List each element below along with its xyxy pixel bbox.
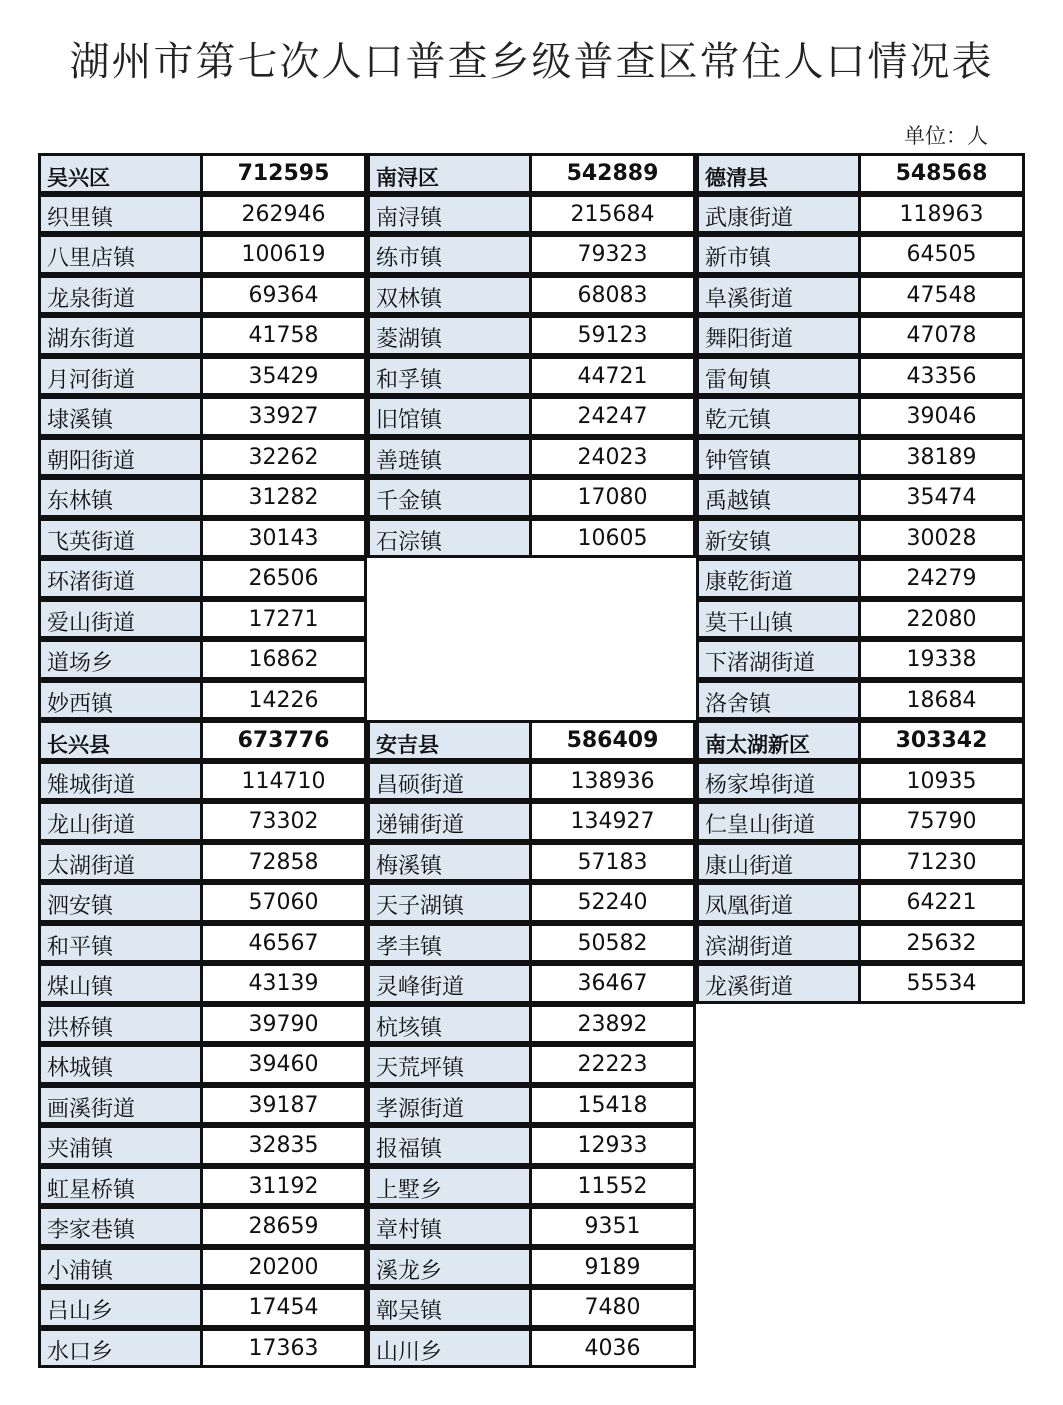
township-name: 太湖街道 [38, 842, 203, 883]
township-population: 17080 [529, 477, 696, 518]
township-name: 洛舍镇 [696, 680, 861, 721]
township-name: 莫干山镇 [696, 599, 861, 640]
township-population: 44721 [529, 356, 696, 397]
table-row [696, 234, 1025, 275]
table-row [696, 882, 1025, 923]
township-population: 39790 [200, 1004, 367, 1045]
table-row [367, 1166, 696, 1207]
township-population: 73302 [200, 801, 367, 842]
township-name: 千金镇 [367, 477, 532, 518]
district-total: 542889 [529, 153, 696, 194]
township-population: 47548 [858, 275, 1025, 316]
district-name: 南浔区 [367, 153, 532, 194]
table-row [38, 437, 367, 478]
township-population: 15418 [529, 1085, 696, 1126]
table-row [696, 639, 1025, 680]
township-name: 灵峰街道 [367, 963, 532, 1004]
table-row [38, 275, 367, 316]
township-name: 龙泉街道 [38, 275, 203, 316]
township-name: 阜溪街道 [696, 275, 861, 316]
table-row [38, 761, 367, 802]
township-population: 215684 [529, 194, 696, 235]
district-name: 南太湖新区 [696, 720, 861, 761]
township-population: 118963 [858, 194, 1025, 235]
district-header-row [38, 153, 367, 194]
township-name: 梅溪镇 [367, 842, 532, 883]
table-row [367, 315, 696, 356]
table-row [696, 923, 1025, 964]
township-name: 新安镇 [696, 518, 861, 559]
district-header-row [367, 720, 696, 761]
township-population: 10935 [858, 761, 1025, 802]
township-name: 溪龙乡 [367, 1247, 532, 1288]
township-population: 100619 [200, 234, 367, 275]
township-population: 26506 [200, 558, 367, 599]
township-population: 64221 [858, 882, 1025, 923]
table-row [367, 275, 696, 316]
table-row [367, 1044, 696, 1085]
table-row [367, 1206, 696, 1247]
township-name: 小浦镇 [38, 1247, 203, 1288]
table-row [367, 842, 696, 883]
township-population: 12933 [529, 1125, 696, 1166]
unit-label: 单位：人 [904, 124, 988, 148]
table-row [367, 882, 696, 923]
township-name: 朝阳街道 [38, 437, 203, 478]
township-population: 39460 [200, 1044, 367, 1085]
township-population: 31282 [200, 477, 367, 518]
township-name: 织里镇 [38, 194, 203, 235]
table-row [38, 680, 367, 721]
township-name: 龙溪街道 [696, 963, 861, 1004]
table-row [38, 558, 367, 599]
township-name: 孝源街道 [367, 1085, 532, 1126]
township-name: 夹浦镇 [38, 1125, 203, 1166]
table-row [38, 234, 367, 275]
township-population: 39187 [200, 1085, 367, 1126]
table-row [367, 801, 696, 842]
table-row [38, 882, 367, 923]
township-population: 18684 [858, 680, 1025, 721]
table-row [696, 315, 1025, 356]
township-name: 禹越镇 [696, 477, 861, 518]
township-population: 35429 [200, 356, 367, 397]
table-row [696, 680, 1025, 721]
township-population: 114710 [200, 761, 367, 802]
township-population: 30028 [858, 518, 1025, 559]
table-row [696, 194, 1025, 235]
township-population: 41758 [200, 315, 367, 356]
table-row [367, 1287, 696, 1328]
table-row [367, 1328, 696, 1369]
district-total: 303342 [858, 720, 1025, 761]
township-population: 7480 [529, 1287, 696, 1328]
table-row [367, 1247, 696, 1288]
township-name: 画溪街道 [38, 1085, 203, 1126]
township-population: 79323 [529, 234, 696, 275]
township-name: 南浔镇 [367, 194, 532, 235]
township-population: 39046 [858, 396, 1025, 437]
township-name: 道场乡 [38, 639, 203, 680]
township-name: 杨家埠街道 [696, 761, 861, 802]
township-name: 康乾街道 [696, 558, 861, 599]
table-row [38, 923, 367, 964]
table-row [38, 194, 367, 235]
township-name: 飞英街道 [38, 518, 203, 559]
township-name: 舞阳街道 [696, 315, 861, 356]
township-population: 16862 [200, 639, 367, 680]
township-population: 52240 [529, 882, 696, 923]
township-population: 262946 [200, 194, 367, 235]
township-population: 17363 [200, 1328, 367, 1369]
township-name: 天荒坪镇 [367, 1044, 532, 1085]
township-name: 下渚湖街道 [696, 639, 861, 680]
table-row [38, 518, 367, 559]
township-name: 虹星桥镇 [38, 1166, 203, 1207]
township-name: 林城镇 [38, 1044, 203, 1085]
table-row [696, 437, 1025, 478]
table-row [696, 356, 1025, 397]
table-row [38, 356, 367, 397]
table-row [696, 801, 1025, 842]
township-population: 9189 [529, 1247, 696, 1288]
table-row [696, 963, 1025, 1004]
table-row [38, 1125, 367, 1166]
township-name: 善琏镇 [367, 437, 532, 478]
township-population: 75790 [858, 801, 1025, 842]
township-name: 天子湖镇 [367, 882, 532, 923]
table-row [696, 599, 1025, 640]
township-name: 武康街道 [696, 194, 861, 235]
population-table [38, 153, 1027, 1367]
township-name: 李家巷镇 [38, 1206, 203, 1247]
table-row [38, 1287, 367, 1328]
township-name: 爱山街道 [38, 599, 203, 640]
township-population: 71230 [858, 842, 1025, 883]
table-row [38, 1206, 367, 1247]
township-name: 东林镇 [38, 477, 203, 518]
district-total: 712595 [200, 153, 367, 194]
table-row [367, 477, 696, 518]
township-name: 泗安镇 [38, 882, 203, 923]
table-row [38, 1166, 367, 1207]
township-name: 雷甸镇 [696, 356, 861, 397]
township-population: 20200 [200, 1247, 367, 1288]
district-name: 吴兴区 [38, 153, 203, 194]
township-name: 仁皇山街道 [696, 801, 861, 842]
township-population: 4036 [529, 1328, 696, 1369]
township-population: 33927 [200, 396, 367, 437]
township-name: 和孚镇 [367, 356, 532, 397]
township-population: 55534 [858, 963, 1025, 1004]
township-population: 47078 [858, 315, 1025, 356]
table-row [367, 518, 696, 559]
township-name: 杭垓镇 [367, 1004, 532, 1045]
township-name: 新市镇 [696, 234, 861, 275]
township-population: 64505 [858, 234, 1025, 275]
page-title: 湖州市第七次人口普查乡级普查区常住人口情况表 [69, 39, 994, 85]
table-row [367, 1085, 696, 1126]
district-total: 586409 [529, 720, 696, 761]
township-population: 25632 [858, 923, 1025, 964]
township-name: 湖东街道 [38, 315, 203, 356]
table-row [38, 1044, 367, 1085]
table-row [38, 1004, 367, 1045]
township-population: 10605 [529, 518, 696, 559]
township-name: 章村镇 [367, 1206, 532, 1247]
table-row [38, 315, 367, 356]
table-row [696, 761, 1025, 802]
township-name: 孝丰镇 [367, 923, 532, 964]
township-name: 报福镇 [367, 1125, 532, 1166]
district-header-row [367, 153, 696, 194]
district-total: 673776 [200, 720, 367, 761]
township-population: 36467 [529, 963, 696, 1004]
township-population: 11552 [529, 1166, 696, 1207]
township-population: 17454 [200, 1287, 367, 1328]
township-population: 57060 [200, 882, 367, 923]
township-population: 69364 [200, 275, 367, 316]
township-name: 吕山乡 [38, 1287, 203, 1328]
table-row [696, 477, 1025, 518]
township-population: 22223 [529, 1044, 696, 1085]
township-name: 埭溪镇 [38, 396, 203, 437]
township-population: 59123 [529, 315, 696, 356]
table-row [38, 639, 367, 680]
table-row [696, 558, 1025, 599]
township-population: 57183 [529, 842, 696, 883]
township-population: 138936 [529, 761, 696, 802]
township-name: 环渚街道 [38, 558, 203, 599]
district-name: 安吉县 [367, 720, 532, 761]
table-row [367, 761, 696, 802]
township-population: 23892 [529, 1004, 696, 1045]
table-row [38, 801, 367, 842]
district-name: 长兴县 [38, 720, 203, 761]
township-population: 24279 [858, 558, 1025, 599]
district-header-row [696, 720, 1025, 761]
township-name: 妙西镇 [38, 680, 203, 721]
township-name: 递铺街道 [367, 801, 532, 842]
township-name: 菱湖镇 [367, 315, 532, 356]
township-population: 32835 [200, 1125, 367, 1166]
township-name: 康山街道 [696, 842, 861, 883]
township-name: 洪桥镇 [38, 1004, 203, 1045]
township-population: 22080 [858, 599, 1025, 640]
township-population: 50582 [529, 923, 696, 964]
table-row [38, 963, 367, 1004]
township-name: 和平镇 [38, 923, 203, 964]
township-name: 钟管镇 [696, 437, 861, 478]
township-population: 43139 [200, 963, 367, 1004]
table-row [38, 477, 367, 518]
district-name: 德清县 [696, 153, 861, 194]
township-name: 石淙镇 [367, 518, 532, 559]
table-row [367, 1125, 696, 1166]
table-row [38, 1085, 367, 1126]
table-row [38, 842, 367, 883]
table-row [367, 356, 696, 397]
township-population: 19338 [858, 639, 1025, 680]
table-row [367, 1004, 696, 1045]
township-population: 32262 [200, 437, 367, 478]
township-population: 38189 [858, 437, 1025, 478]
table-row [367, 396, 696, 437]
township-population: 14226 [200, 680, 367, 721]
township-name: 凤凰街道 [696, 882, 861, 923]
table-row [696, 842, 1025, 883]
township-name: 煤山镇 [38, 963, 203, 1004]
township-population: 31192 [200, 1166, 367, 1207]
township-population: 28659 [200, 1206, 367, 1247]
township-name: 八里店镇 [38, 234, 203, 275]
township-population: 24247 [529, 396, 696, 437]
township-population: 46567 [200, 923, 367, 964]
table-row [367, 194, 696, 235]
township-population: 43356 [858, 356, 1025, 397]
township-name: 双林镇 [367, 275, 532, 316]
township-population: 17271 [200, 599, 367, 640]
township-population: 68083 [529, 275, 696, 316]
township-population: 30143 [200, 518, 367, 559]
district-total: 548568 [858, 153, 1025, 194]
township-name: 练市镇 [367, 234, 532, 275]
table-row [367, 923, 696, 964]
table-row [696, 518, 1025, 559]
township-population: 35474 [858, 477, 1025, 518]
township-name: 月河街道 [38, 356, 203, 397]
township-population: 24023 [529, 437, 696, 478]
township-population: 72858 [200, 842, 367, 883]
township-name: 滨湖街道 [696, 923, 861, 964]
township-name: 龙山街道 [38, 801, 203, 842]
township-population: 134927 [529, 801, 696, 842]
table-row [38, 1328, 367, 1369]
district-header-row [38, 720, 367, 761]
township-name: 鄣吴镇 [367, 1287, 532, 1328]
table-row [367, 963, 696, 1004]
township-name: 水口乡 [38, 1328, 203, 1369]
table-row [696, 275, 1025, 316]
district-header-row [696, 153, 1025, 194]
township-population: 9351 [529, 1206, 696, 1247]
township-name: 上墅乡 [367, 1166, 532, 1207]
township-name: 昌硕街道 [367, 761, 532, 802]
table-row [367, 234, 696, 275]
township-name: 乾元镇 [696, 396, 861, 437]
township-name: 雉城街道 [38, 761, 203, 802]
table-row [38, 396, 367, 437]
table-row [38, 1247, 367, 1288]
township-name: 旧馆镇 [367, 396, 532, 437]
table-row [38, 599, 367, 640]
table-row [696, 396, 1025, 437]
table-row [367, 437, 696, 478]
township-name: 山川乡 [367, 1328, 532, 1369]
